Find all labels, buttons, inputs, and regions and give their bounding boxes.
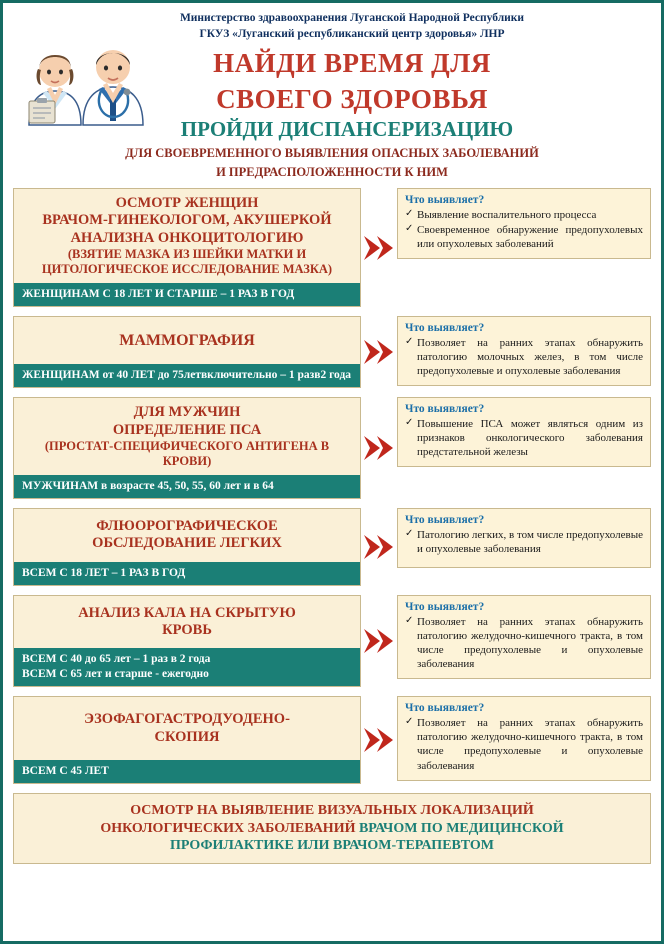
screening-audience-band xyxy=(14,475,360,498)
screening-title-line: ОПРЕДЕЛЕНИЕ ПСА xyxy=(112,421,262,438)
detects-list xyxy=(405,417,643,459)
screening-title-line: ДЛЯ МУЖЧИН xyxy=(133,404,241,421)
arrow-cell xyxy=(361,534,397,560)
detects-list xyxy=(405,716,643,772)
arrow-cell xyxy=(361,628,397,654)
screening-right-card xyxy=(397,696,651,780)
arrow-right-icon xyxy=(364,339,394,365)
screening-left-card xyxy=(13,316,361,388)
detects-item: ✓ Патологию легких, в том числе предопухолевые и опухолевые заболевания xyxy=(405,528,643,556)
ministry-line-2: ГКУЗ «Луганский республиканский центр здоровья» ЛНР xyxy=(199,27,505,40)
arrow-right-icon xyxy=(364,235,394,261)
screening-audience-band xyxy=(14,648,360,686)
screening-title-line: МАММОГРАФИЯ xyxy=(119,332,255,350)
screening-audience-line: ВСЕМ С 45 ЛЕТ xyxy=(22,765,109,778)
arrow-cell xyxy=(361,339,397,365)
screening-audience-line: ЖЕНЩИНАМ от 40 ЛЕТ до 75летвключительно – 1 разв2 года xyxy=(22,369,352,382)
footer-line-2-teal: ВРАЧОМ ПО МЕДИЦИНСКОЙ xyxy=(358,820,564,836)
screening-row xyxy=(13,188,651,307)
screening-title xyxy=(14,697,360,760)
arrow-cell xyxy=(361,435,397,461)
screening-left-card xyxy=(13,696,361,784)
screening-row xyxy=(13,508,651,586)
screening-right-card xyxy=(397,188,651,259)
screening-title xyxy=(14,398,360,475)
screening-title xyxy=(14,596,360,649)
detects-heading: Что выявляет? xyxy=(405,702,485,715)
detects-item: ✓ Своевременное обнаружение предопухолевых или опухолевых заболеваний xyxy=(405,223,643,251)
screening-title-line: АНАЛИЗ КАЛА НА СКРЫТУЮ xyxy=(78,604,296,621)
screening-audience-line: ВСЕМ С 65 лет и старше - ежегодно xyxy=(22,668,209,681)
screening-left-card xyxy=(13,397,361,499)
poster-header xyxy=(3,3,661,182)
screening-title-line: ВРАЧОМ-ГИНЕКОЛОГОМ, АКУШЕРКОЙ xyxy=(42,212,332,229)
detects-item: ✓ Выявление воспалительного процесса xyxy=(405,208,643,222)
arrow-cell xyxy=(361,727,397,753)
screening-left-card xyxy=(13,595,361,688)
detects-heading: Что выявляет? xyxy=(405,322,485,335)
screening-audience-line: ЖЕНЩИНАМ С 18 ЛЕТ И СТАРШЕ – 1 РАЗ В ГОД xyxy=(22,288,295,301)
detects-heading: Что выявляет? xyxy=(405,403,485,416)
detects-list xyxy=(405,528,643,556)
detects-item: ✓ Позволяет на ранних этапах обнаружить патологию молочных желез, в том числе предопухолевые и опухолевые заболевания xyxy=(405,336,643,378)
screening-title-line: ОБСЛЕДОВАНИЕ ЛЕГКИХ xyxy=(92,535,282,552)
screening-title-line: СКОПИЯ xyxy=(154,728,220,745)
arrow-right-icon xyxy=(364,628,394,654)
detects-list xyxy=(405,208,643,251)
poster-note-line-2: И ПРЕДРАСПОЛОЖЕННОСТИ К НИМ xyxy=(216,164,448,179)
ministry-line-1: Министерство здравоохранения Луганской Народной Республики xyxy=(179,12,525,24)
detects-heading: Что выявляет? xyxy=(405,194,485,206)
screening-rows xyxy=(3,182,661,784)
screening-audience-band xyxy=(14,562,360,585)
poster-note-line-1: ДЛЯ СВОЕВРЕМЕННОГО ВЫЯВЛЕНИЯ ОПАСНЫХ ЗАБОЛЕВАНИЙ xyxy=(125,145,539,160)
screening-title xyxy=(14,189,360,283)
screening-audience-band xyxy=(14,283,360,306)
screening-title-line: ФЛЮОРОГРАФИЧЕСКОЕ xyxy=(96,517,278,534)
screening-row xyxy=(13,316,651,388)
screening-title-small: (ПРОСТАТ-СПЕЦИФИЧЕСКОГО АНТИГЕНА В КРОВИ) xyxy=(44,439,330,469)
screening-audience-band xyxy=(14,760,360,783)
screening-audience-line: ВСЕМ С 18 ЛЕТ – 1 РАЗ В ГОД xyxy=(22,566,186,579)
screening-audience-line: ВСЕМ С 40 до 65 лет – 1 раз в 2 года xyxy=(22,653,211,666)
screening-row xyxy=(13,397,651,499)
detects-item: ✓ Позволяет на ранних этапах обнаружить патологию желудочно-кишечного тракта, в том числе предопухолевые и опухолевые заболевания xyxy=(405,615,643,671)
screening-audience-line: МУЖЧИНАМ в возрасте 45, 50, 55, 60 лет и в 64 xyxy=(22,480,274,493)
poster-footer xyxy=(13,793,651,864)
detects-item: ✓ Позволяет на ранних этапах обнаружить патологию желудочно-кишечного тракта, в том числе предопухолевые и опухолевые заболевания xyxy=(405,716,643,772)
doctors-illustration xyxy=(11,13,161,128)
detects-list xyxy=(405,336,643,378)
screening-right-card xyxy=(397,397,651,467)
footer-line-1: ОСМОТР НА ВЫЯВЛЕНИЕ ВИЗУАЛЬНЫХ ЛОКАЛИЗАЦИЙ xyxy=(130,803,534,819)
screening-audience-band xyxy=(14,364,360,387)
screening-title xyxy=(14,509,360,562)
arrow-right-icon xyxy=(364,727,394,753)
screening-right-card xyxy=(397,595,651,679)
screening-title-small: (ВЗЯТИЕ МАЗКА ИЗ ШЕЙКИ МАТКИ И ЦИТОЛОГИЧЕСКОЕ ИССЛЕДОВАНИЕ МАЗКА) xyxy=(41,247,333,277)
screening-left-card xyxy=(13,188,361,307)
detects-item: ✓ Повышение ПСА может являться одним из признаков онкологического заболевания предстательной железы xyxy=(405,417,643,459)
arrow-right-icon xyxy=(364,534,394,560)
screening-right-card xyxy=(397,508,651,568)
poster-title-line-2: СВОЕГО ЗДОРОВЬЯ xyxy=(216,84,488,115)
arrow-cell xyxy=(361,235,397,261)
screening-row xyxy=(13,595,651,688)
detects-heading: Что выявляет? xyxy=(405,600,485,613)
screening-row xyxy=(13,696,651,784)
footer-line-2-red: ОНКОЛОГИЧЕСКИХ ЗАБОЛЕВАНИЙ xyxy=(100,820,356,836)
screening-title-line: КРОВЬ xyxy=(162,622,212,639)
screening-right-card xyxy=(397,316,651,386)
detects-heading: Что выявляет? xyxy=(405,513,485,526)
arrow-right-icon xyxy=(364,435,394,461)
footer-line-2 xyxy=(24,820,640,838)
poster-title-line-1: НАЙДИ ВРЕМЯ ДЛЯ xyxy=(213,48,491,79)
screening-title-line: АНАЛИЗНА ОНКОЦИТОЛОГИЮ xyxy=(70,229,304,246)
screening-title-line: ОСМОТР ЖЕНЩИН xyxy=(115,195,259,211)
footer-line-3: ПРОФИЛАКТИКЕ ИЛИ ВРАЧОМ-ТЕРАПЕВТОМ xyxy=(170,838,494,854)
poster-subtitle: ПРОЙДИ ДИСПАНСЕРИЗАЦИЮ xyxy=(180,116,514,141)
screening-left-card xyxy=(13,508,361,586)
screening-title xyxy=(14,317,360,364)
detects-list xyxy=(405,615,643,671)
screening-title-line: ЭЗОФАГОГАСТРОДУОДЕНО- xyxy=(84,711,290,728)
